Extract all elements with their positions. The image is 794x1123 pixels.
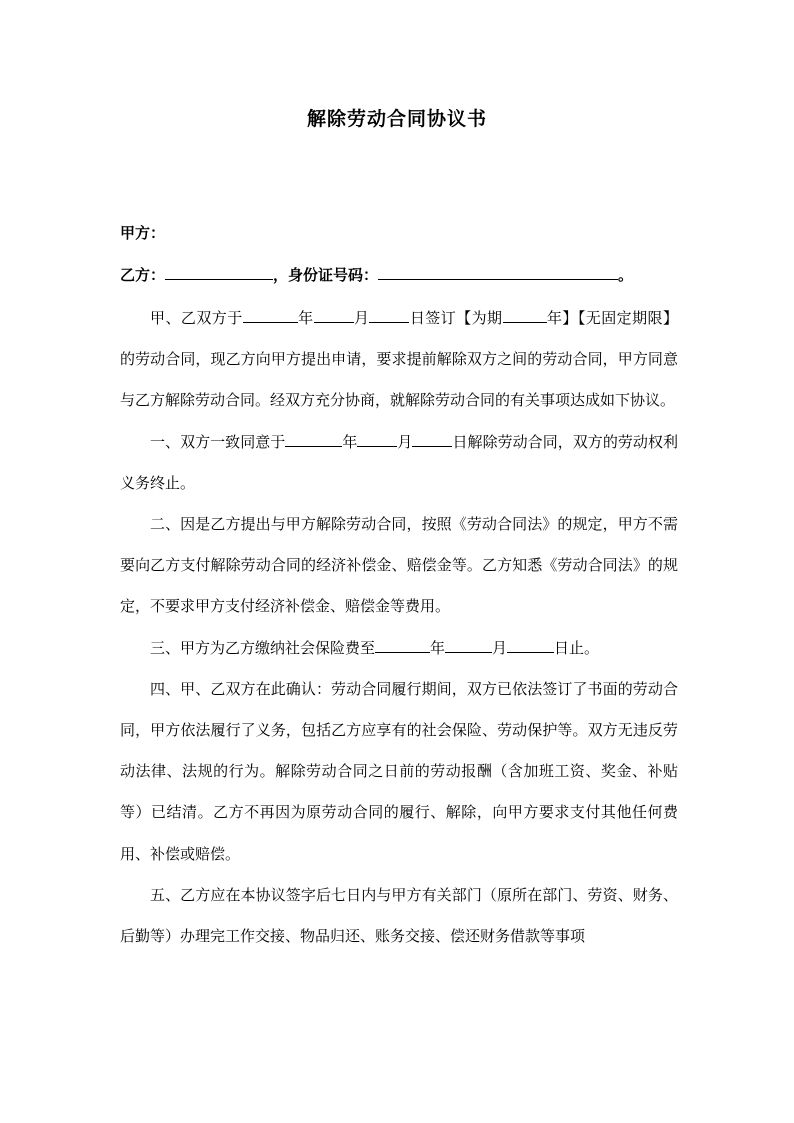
party-a-label: 甲方： (120, 224, 166, 242)
intro-text-4: 日签订【为期 (409, 309, 503, 327)
clause-3-text-1: 三、甲方为乙方缴纳社会保险费至 (150, 638, 376, 657)
party-a-line (120, 222, 165, 243)
intro-text-1: 甲、乙双方于 (150, 309, 243, 327)
id-line-end: 。 (618, 266, 634, 284)
paragraph-intro (120, 298, 678, 422)
intro-text-3: 月 (353, 309, 370, 327)
clause-1-text-1: 一、双方一致同意于 (150, 432, 286, 451)
sign-day-blank (369, 308, 409, 323)
id-number-blank (378, 265, 618, 280)
termination-day-blank (412, 432, 452, 447)
clause-3-text-2: 年 (430, 638, 446, 657)
paragraph-clause-4: 四、甲、乙双方在此确认：劳动合同履行期间，双方已依法签订了书面的劳动合同，甲方依法履行了义务，包括乙方应享有的社会保险、劳动保护等。双方无违反劳动法律、法规的行为。解除劳动合同之日前的劳动报酬（含加班工资、奖金、补贴等）已结清。乙方不再因为原劳动合同的履行、解除，向甲方要求支付其他任何费用、补偿或赔偿。 (120, 679, 678, 863)
termination-year-blank (285, 432, 342, 447)
party-b-line (120, 264, 633, 285)
document-title: 解除劳动合同协议书 (306, 108, 487, 130)
paragraph-clause-5: 五、乙方应在本协议签字后七日内与甲方有关部门（原所在部门、劳资、财务、后勤等）办理完工作交接、物品归还、账务交接、偿还财务借款等事项 (120, 885, 678, 946)
clause-3-text-3: 月 (492, 638, 508, 657)
insurance-month-blank (445, 638, 492, 653)
intro-text-2: 年 (297, 309, 314, 327)
paragraph-clause-3 (120, 628, 678, 669)
insurance-day-blank (507, 638, 554, 653)
termination-month-blank (357, 432, 397, 447)
clause-1-text-2: 年 (342, 432, 358, 451)
intro-text-5: 年】【无固定期限】的劳动合同，现乙方向甲方提出申请，要求提前解除双方之间的劳动合同，甲方同意与乙方解除劳动合同。经双方充分协商，就解除劳动合同的有关事项达成如下协议。 (120, 309, 678, 410)
paragraph-clause-2: 二、因是乙方提出与甲方解除劳动合同，按照《劳动合同法》的规定，甲方不需要向乙方支付解除劳动合同的经济补偿金、赔偿金等。乙方知悉《劳动合同法》的规定，不要求甲方支付经济补偿金、赔偿金等费用。 (120, 515, 678, 616)
term-years-blank (503, 308, 547, 323)
id-number-label: ，身份证号码： (273, 266, 379, 284)
clause-1-text-3: 月 (397, 432, 413, 451)
paragraph-clause-1 (120, 422, 678, 504)
document-body (120, 298, 678, 957)
sign-month-blank (314, 308, 354, 323)
party-b-label: 乙方： (120, 266, 166, 284)
clause-3-text-4: 日止。 (554, 638, 600, 657)
insurance-year-blank (375, 638, 430, 653)
clause-1-text-4: 日解除劳动合同，双方的劳动权利义务终止。 (120, 432, 678, 492)
party-b-name-blank (165, 265, 273, 280)
sign-year-blank (243, 308, 298, 323)
